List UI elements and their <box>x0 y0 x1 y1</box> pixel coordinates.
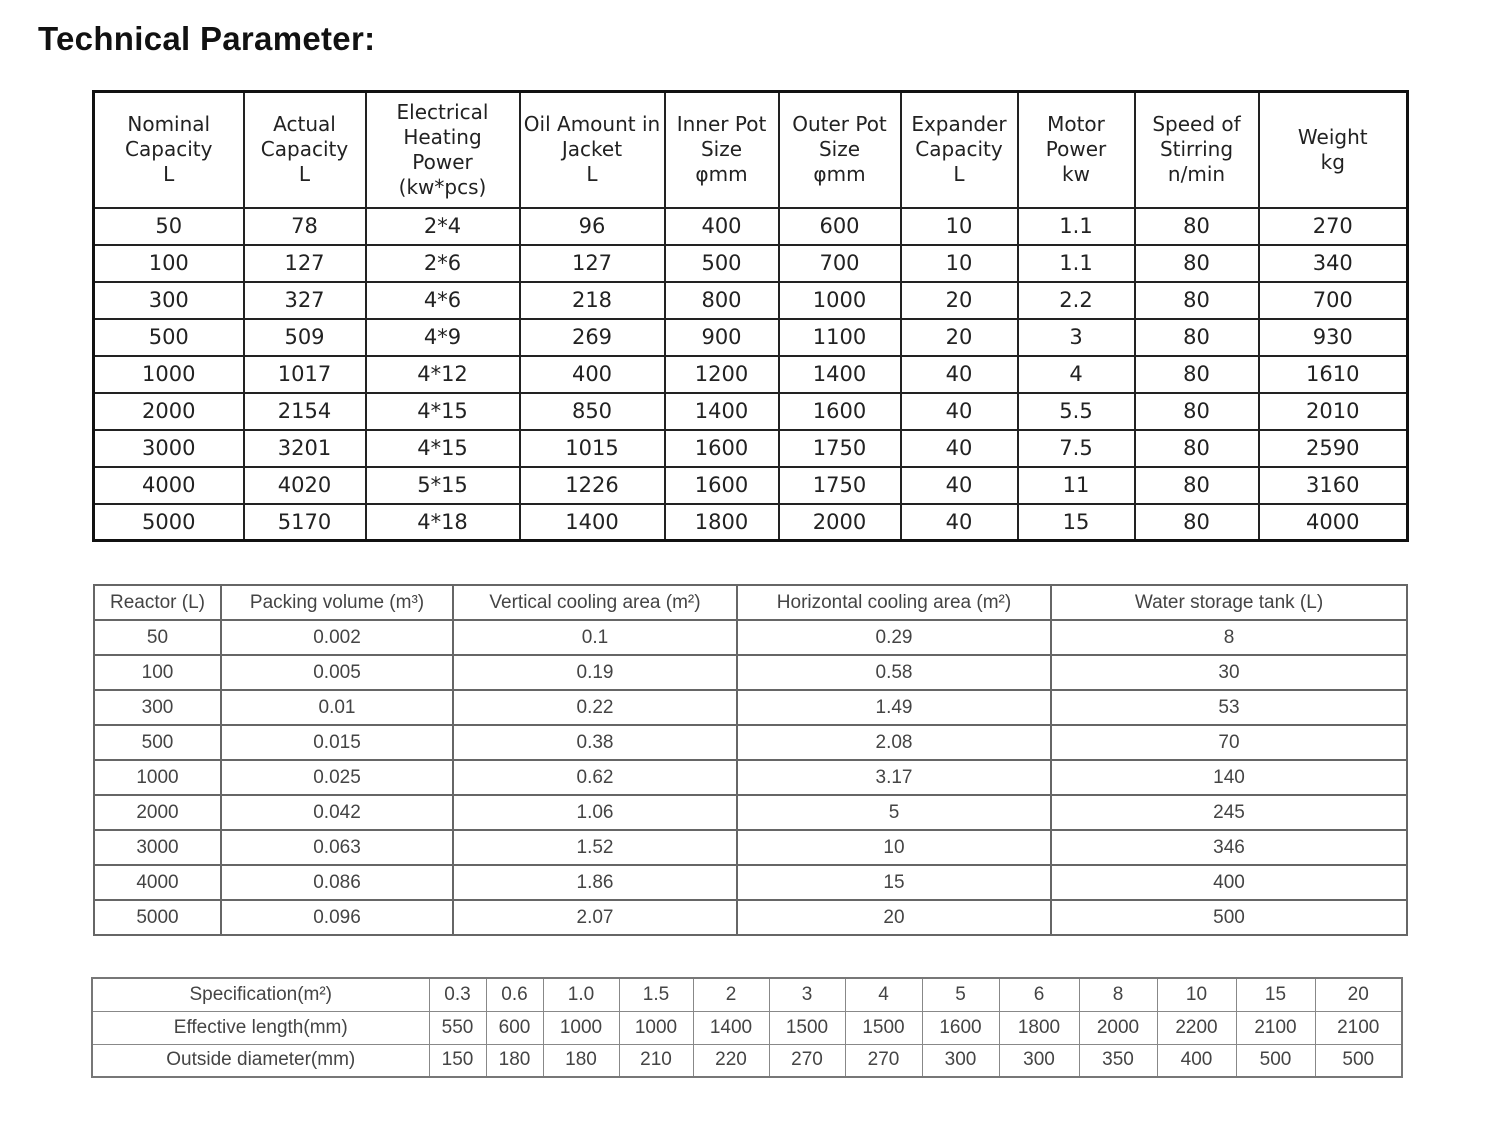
table-cell: 3000 <box>94 830 221 865</box>
table-cell: 1226 <box>520 467 665 504</box>
table-cell: 180 <box>543 1044 619 1077</box>
column-header <box>366 92 520 208</box>
table-cell: 127 <box>520 245 665 282</box>
column-header-line: Stirring <box>1159 137 1234 162</box>
table-row <box>94 830 1407 865</box>
table-cell: 0.1 <box>453 620 737 655</box>
table-cell: 10 <box>901 245 1018 282</box>
table-cell: 80 <box>1135 208 1259 245</box>
table-row <box>94 356 1408 393</box>
table-row <box>94 467 1408 504</box>
column-header-line: Power <box>412 149 473 174</box>
table-cell: 4*15 <box>366 430 520 467</box>
table-cell: 850 <box>520 393 665 430</box>
table-cell: 4*18 <box>366 504 520 541</box>
table-cell: 0.62 <box>453 760 737 795</box>
cooling-parameter-table <box>93 584 1408 936</box>
column-header-line: L <box>586 162 598 187</box>
table-cell: 0.096 <box>221 900 453 935</box>
table-cell: 300 <box>94 282 244 319</box>
column-header-line: Speed of <box>1152 112 1241 137</box>
table-cell: 1610 <box>1259 356 1408 393</box>
table-cell: 1750 <box>779 430 901 467</box>
table-cell: 30 <box>1051 655 1407 690</box>
table-cell: 500 <box>94 725 221 760</box>
column-header-line: (kw*pcs) <box>398 174 487 199</box>
table-cell: 1100 <box>779 319 901 356</box>
column-header-line: Power <box>1045 137 1107 162</box>
table-cell: 100 <box>94 655 221 690</box>
table-cell: 270 <box>845 1044 922 1077</box>
table-cell: 180 <box>486 1044 543 1077</box>
table-cell: 0.005 <box>221 655 453 690</box>
table-cell: 800 <box>665 282 779 319</box>
table-row <box>94 760 1407 795</box>
column-header-line: Oil Amount in <box>523 112 661 137</box>
table-cell: 15 <box>1236 978 1315 1011</box>
table-cell: 1.1 <box>1018 245 1135 282</box>
table-cell: 2.07 <box>453 900 737 935</box>
table-row <box>94 504 1408 541</box>
table-cell: 15 <box>1018 504 1135 541</box>
table-cell: 1.86 <box>453 865 737 900</box>
table-cell: 2590 <box>1259 430 1408 467</box>
table-cell: 2 <box>693 978 769 1011</box>
column-header-line: Size <box>700 137 743 162</box>
table-cell: 80 <box>1135 504 1259 541</box>
column-header-line: Capacity <box>125 137 213 162</box>
table-cell: 1000 <box>779 282 901 319</box>
table-cell: 40 <box>901 393 1018 430</box>
table-cell: 20 <box>737 900 1051 935</box>
table-cell: 5000 <box>94 900 221 935</box>
table-cell: 40 <box>901 356 1018 393</box>
table-cell: 2100 <box>1315 1011 1402 1044</box>
table-row <box>92 1044 1402 1077</box>
table-cell: 1.06 <box>453 795 737 830</box>
technical-parameter-table <box>92 90 1409 542</box>
table-cell: 270 <box>1259 208 1408 245</box>
table-cell: 8 <box>1051 620 1407 655</box>
column-header-line: φmm <box>813 162 866 187</box>
table-row <box>94 865 1407 900</box>
table-row <box>92 1011 1402 1044</box>
table-cell: 0.025 <box>221 760 453 795</box>
table-cell: 5 <box>922 978 999 1011</box>
column-header-line: Nominal <box>127 112 211 137</box>
column-header-line: Outer Pot <box>792 112 887 137</box>
table-cell: 4020 <box>244 467 366 504</box>
table-cell: 10 <box>1157 978 1236 1011</box>
table-cell: 4*6 <box>366 282 520 319</box>
table-cell: 327 <box>244 282 366 319</box>
table-cell: 80 <box>1135 393 1259 430</box>
column-header: Horizontal cooling area (m²) <box>737 585 1051 620</box>
table-cell: 400 <box>520 356 665 393</box>
table-row <box>94 282 1408 319</box>
table-cell: 40 <box>901 430 1018 467</box>
table-cell: 10 <box>737 830 1051 865</box>
table-cell: 1800 <box>999 1011 1079 1044</box>
column-header-line: L <box>163 162 175 187</box>
table-cell: 20 <box>901 319 1018 356</box>
table-cell: 5 <box>737 795 1051 830</box>
column-header <box>665 92 779 208</box>
table-row <box>94 795 1407 830</box>
table-cell: 80 <box>1135 282 1259 319</box>
column-header: Water storage tank (L) <box>1051 585 1407 620</box>
column-header <box>1018 92 1135 208</box>
table-row <box>94 655 1407 690</box>
table-cell: 3 <box>769 978 845 1011</box>
table-cell: 600 <box>486 1011 543 1044</box>
table-cell: 3201 <box>244 430 366 467</box>
table-cell: 70 <box>1051 725 1407 760</box>
table-cell: 270 <box>769 1044 845 1077</box>
table-cell: 6 <box>999 978 1079 1011</box>
table-cell: 700 <box>1259 282 1408 319</box>
table-cell: 80 <box>1135 319 1259 356</box>
column-header-line: Heating <box>403 124 482 149</box>
table-cell: 1500 <box>845 1011 922 1044</box>
table-cell: 1017 <box>244 356 366 393</box>
table-cell: 20 <box>901 282 1018 319</box>
table-cell: 2010 <box>1259 393 1408 430</box>
header-row <box>94 585 1407 620</box>
table-cell: 4 <box>1018 356 1135 393</box>
table-cell: 1.0 <box>543 978 619 1011</box>
table-cell: 269 <box>520 319 665 356</box>
table-cell: 400 <box>665 208 779 245</box>
column-header <box>901 92 1018 208</box>
table-cell: 500 <box>1315 1044 1402 1077</box>
table-cell: 3000 <box>94 430 244 467</box>
table-cell: 500 <box>665 245 779 282</box>
table-cell: 1600 <box>665 467 779 504</box>
table-cell: 1600 <box>922 1011 999 1044</box>
table-row <box>94 319 1408 356</box>
table-cell: 0.19 <box>453 655 737 690</box>
table-cell: 2000 <box>94 795 221 830</box>
table-cell: 0.063 <box>221 830 453 865</box>
table-cell: 8 <box>1079 978 1157 1011</box>
table-cell: 1000 <box>94 356 244 393</box>
table-cell: 80 <box>1135 467 1259 504</box>
column-header <box>1259 92 1408 208</box>
page-title: Technical Parameter: <box>38 20 376 57</box>
table-row <box>94 393 1408 430</box>
table-cell: 5*15 <box>366 467 520 504</box>
column-header-line: Capacity <box>915 137 1003 162</box>
table-cell: 50 <box>94 620 221 655</box>
table-cell: 1600 <box>779 393 901 430</box>
column-header: Vertical cooling area (m²) <box>453 585 737 620</box>
table-cell: 400 <box>1157 1044 1236 1077</box>
table-cell: 2.2 <box>1018 282 1135 319</box>
table-cell: 300 <box>922 1044 999 1077</box>
table-cell: 80 <box>1135 245 1259 282</box>
table-cell: 340 <box>1259 245 1408 282</box>
table-cell: 0.38 <box>453 725 737 760</box>
table-cell: 20 <box>1315 978 1402 1011</box>
table-cell: 1.49 <box>737 690 1051 725</box>
table-cell: 2*6 <box>366 245 520 282</box>
table-cell: 1600 <box>665 430 779 467</box>
table-cell: 500 <box>94 319 244 356</box>
column-header-line: Size <box>818 137 861 162</box>
table-cell: 7.5 <box>1018 430 1135 467</box>
table-cell: 0.29 <box>737 620 1051 655</box>
table-cell: 220 <box>693 1044 769 1077</box>
table-cell: 3.17 <box>737 760 1051 795</box>
table-cell: 1750 <box>779 467 901 504</box>
table-cell: 78 <box>244 208 366 245</box>
table-row <box>94 690 1407 725</box>
table-cell: 5000 <box>94 504 244 541</box>
table-cell: 5170 <box>244 504 366 541</box>
table-cell: 1000 <box>543 1011 619 1044</box>
table-cell: 245 <box>1051 795 1407 830</box>
column-header-line: Weight <box>1297 124 1368 149</box>
table-cell: 1.5 <box>619 978 693 1011</box>
table-cell: 930 <box>1259 319 1408 356</box>
table-cell: 4*12 <box>366 356 520 393</box>
table-cell: 550 <box>429 1011 486 1044</box>
column-header-line: Motor <box>1047 112 1105 137</box>
table-row <box>94 620 1407 655</box>
table-cell: 0.086 <box>221 865 453 900</box>
table-cell: 2*4 <box>366 208 520 245</box>
table-cell: 150 <box>429 1044 486 1077</box>
table-cell: 600 <box>779 208 901 245</box>
column-header-line: Actual <box>273 112 336 137</box>
table-cell: 2000 <box>779 504 901 541</box>
specification-table <box>91 977 1403 1078</box>
table-cell: 0.3 <box>429 978 486 1011</box>
table-cell: 0.22 <box>453 690 737 725</box>
table-cell: 0.002 <box>221 620 453 655</box>
table-cell: 4*9 <box>366 319 520 356</box>
table-row <box>94 430 1408 467</box>
table-cell: 210 <box>619 1044 693 1077</box>
table-row <box>94 725 1407 760</box>
column-header-line: Electrical <box>396 99 489 124</box>
table-cell: 100 <box>94 245 244 282</box>
column-header-line: Jacket <box>561 137 623 162</box>
table-cell: 15 <box>737 865 1051 900</box>
table-cell: 0.58 <box>737 655 1051 690</box>
table-cell: 2000 <box>94 393 244 430</box>
table-cell: 1400 <box>779 356 901 393</box>
table-cell: 900 <box>665 319 779 356</box>
table-cell: 700 <box>779 245 901 282</box>
table-cell: 4000 <box>94 865 221 900</box>
table-cell: 5.5 <box>1018 393 1135 430</box>
table-cell: 0.6 <box>486 978 543 1011</box>
table-cell: 1.52 <box>453 830 737 865</box>
table-cell: 0.042 <box>221 795 453 830</box>
table-cell: 0.015 <box>221 725 453 760</box>
table-cell: 1400 <box>520 504 665 541</box>
table-cell: 2200 <box>1157 1011 1236 1044</box>
table-cell: 2000 <box>1079 1011 1157 1044</box>
table-cell: 40 <box>901 467 1018 504</box>
table-cell: 53 <box>1051 690 1407 725</box>
table-cell: 1400 <box>665 393 779 430</box>
table-cell: 300 <box>999 1044 1079 1077</box>
table-row <box>94 208 1408 245</box>
table-cell: 300 <box>94 690 221 725</box>
table-cell: 3 <box>1018 319 1135 356</box>
column-header <box>520 92 665 208</box>
column-header <box>779 92 901 208</box>
column-header: Packing volume (m³) <box>221 585 453 620</box>
table-cell: 4*15 <box>366 393 520 430</box>
table-cell: 4000 <box>1259 504 1408 541</box>
table-cell: 500 <box>1051 900 1407 935</box>
table-cell: 10 <box>901 208 1018 245</box>
table-row <box>92 978 1402 1011</box>
table-cell: 1400 <box>693 1011 769 1044</box>
table-cell: 80 <box>1135 430 1259 467</box>
table-cell: 1200 <box>665 356 779 393</box>
table-cell: 350 <box>1079 1044 1157 1077</box>
column-header-line: φmm <box>695 162 748 187</box>
column-header-line: L <box>953 162 965 187</box>
row-label: Specification(m²) <box>92 978 429 1011</box>
table-cell: 1.1 <box>1018 208 1135 245</box>
table-row <box>94 900 1407 935</box>
column-header-line: Inner Pot <box>676 112 767 137</box>
row-label: Effective length(mm) <box>92 1011 429 1044</box>
table-cell: 127 <box>244 245 366 282</box>
column-header-line: kw <box>1062 162 1090 187</box>
table-cell: 218 <box>520 282 665 319</box>
table-cell: 80 <box>1135 356 1259 393</box>
table-cell: 2100 <box>1236 1011 1315 1044</box>
table-cell: 1000 <box>94 760 221 795</box>
header-row <box>94 92 1408 208</box>
column-header <box>94 92 244 208</box>
column-header-line: n/min <box>1167 162 1226 187</box>
table-cell: 400 <box>1051 865 1407 900</box>
table-cell: 2.08 <box>737 725 1051 760</box>
table-cell: 1800 <box>665 504 779 541</box>
table-cell: 4000 <box>94 467 244 504</box>
table-cell: 1500 <box>769 1011 845 1044</box>
table-cell: 50 <box>94 208 244 245</box>
table-cell: 96 <box>520 208 665 245</box>
table-cell: 2154 <box>244 393 366 430</box>
column-header <box>1135 92 1259 208</box>
table-cell: 3160 <box>1259 467 1408 504</box>
row-label: Outside diameter(mm) <box>92 1044 429 1077</box>
table-cell: 40 <box>901 504 1018 541</box>
column-header-line: kg <box>1320 149 1345 174</box>
table-cell: 346 <box>1051 830 1407 865</box>
table-cell: 140 <box>1051 760 1407 795</box>
table-cell: 4 <box>845 978 922 1011</box>
column-header-line: Expander <box>911 112 1007 137</box>
column-header-line: L <box>298 162 311 187</box>
table-cell: 0.01 <box>221 690 453 725</box>
column-header-line: Capacity <box>260 137 349 162</box>
table-cell: 11 <box>1018 467 1135 504</box>
column-header <box>244 92 366 208</box>
table-cell: 1000 <box>619 1011 693 1044</box>
table-cell: 500 <box>1236 1044 1315 1077</box>
table-row <box>94 245 1408 282</box>
table-cell: 1015 <box>520 430 665 467</box>
table-cell: 509 <box>244 319 366 356</box>
column-header: Reactor (L) <box>94 585 221 620</box>
